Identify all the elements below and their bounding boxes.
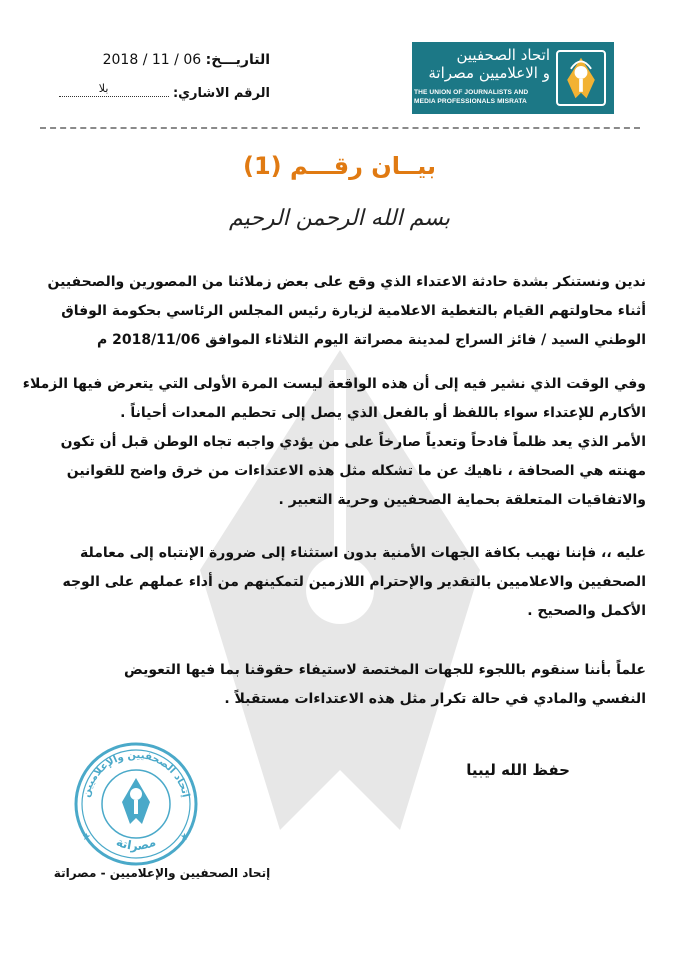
reference-dotted-line <box>59 82 169 97</box>
paragraph-line: الصحفيين والاعلاميين بالتقدير والإحترام اللازمين لتمكينهم من أداء عملهم على الوجه <box>62 574 646 590</box>
union-logo <box>412 42 614 114</box>
date-label: التاريـــخ: <box>205 52 270 68</box>
paragraph-3 <box>48 539 646 626</box>
signature-line: إتحاد الصحفيين والإعلاميين - مصراتة <box>53 866 271 880</box>
logo-english-line-2: MEDIA PROFESSIONALS MISRATA <box>414 98 527 105</box>
stamp-star-icon: ★ <box>180 832 189 843</box>
stamp-star-icon: ★ <box>82 832 91 843</box>
paragraph-line: أثناء محاولتهم القيام بالتغطية الاعلامية لزيارة رئيس المجلس الرئاسي بحكومة الوفاق <box>61 303 646 319</box>
stamp-top-text: إتحاد الصحفيين والإعلاميين <box>80 749 192 799</box>
paragraph-4 <box>48 656 646 714</box>
document-reference <box>40 84 270 104</box>
microphone-pen-icon <box>556 50 606 106</box>
paragraph-line: وفي الوقت الذي نشير فيه إلى أن هذه الواقعة ليست المرة الأولى التي يتعرض فيها الزملاء <box>22 376 646 392</box>
logo-arabic-line-1: اتحاد الصحفيين <box>456 46 550 64</box>
paragraph-line: النفسي والمادي في حالة تكرار مثل هذه الاعتداءات مستقبلاً . <box>224 691 646 707</box>
paragraph-line: الوطني السيد / فائز السراج لمدينة مصراتة اليوم الثلاثاء الموافق 2018/11/06 م <box>96 332 646 348</box>
closing-phrase: حفظ الله ليبيا <box>466 761 570 779</box>
logo-english-line-1: THE UNION OF JOURNALISTS AND <box>414 89 529 96</box>
paragraph-line: الأمر الذي يعد ظلماً فادحاً وتعدياً صارخاً على من يؤدي واجبه تجاه الوطن قبل أن تكون <box>60 434 646 450</box>
statement-title: بيــان رقـــم (1) <box>242 152 437 180</box>
basmala: بسم الله الرحمن الرحيم <box>228 206 451 231</box>
stamp-microphone-pen-icon <box>122 778 150 824</box>
union-stamp <box>66 740 206 868</box>
document-date <box>40 50 270 70</box>
paragraph-line: علماً بأننا سنقوم باللجوء للجهات المختصة لاستيفاء حقوقنا بما فيها التعويض <box>124 662 646 678</box>
paragraph-2 <box>22 370 646 515</box>
paragraph-line: مهنته هي الصحافة ، ناهيك عن ما تشكله مثل هذه الاعتداءات من خرق واضح للقوانين <box>66 463 646 479</box>
paragraph-line: الأكارم للإعتداء سواء باللفظ أو بالفعل الذي يصل إلى تحطيم المعدات أحياناً . <box>120 405 646 421</box>
paragraph-1 <box>48 268 646 355</box>
reference-value: بلا <box>98 82 109 95</box>
date-value: 06 / 11 / 2018 <box>102 52 202 68</box>
paragraph-line: ندين ونستنكر بشدة حادثة الاعتداء الذي وقع على بعض زملائنا من المصورين والصحفيين <box>47 274 646 290</box>
stamp-bottom-text: مصراتة <box>114 834 158 853</box>
logo-arabic-line-2: و الاعلاميين مصراتة <box>428 64 550 82</box>
reference-label: الرقم الاشاري: <box>172 86 270 101</box>
header-divider <box>40 127 640 129</box>
paragraph-line: الأكمل والصحيح . <box>527 603 646 619</box>
paragraph-line: عليه ،، فإننا نهيب بكافة الجهات الأمنية بدون استثناء إلى ضرورة الإنتباه إلى معاملة <box>80 545 646 561</box>
paragraph-line: والاتفاقيات المتعلقة بحماية الصحفيين وحرية التعبير . <box>278 492 646 508</box>
